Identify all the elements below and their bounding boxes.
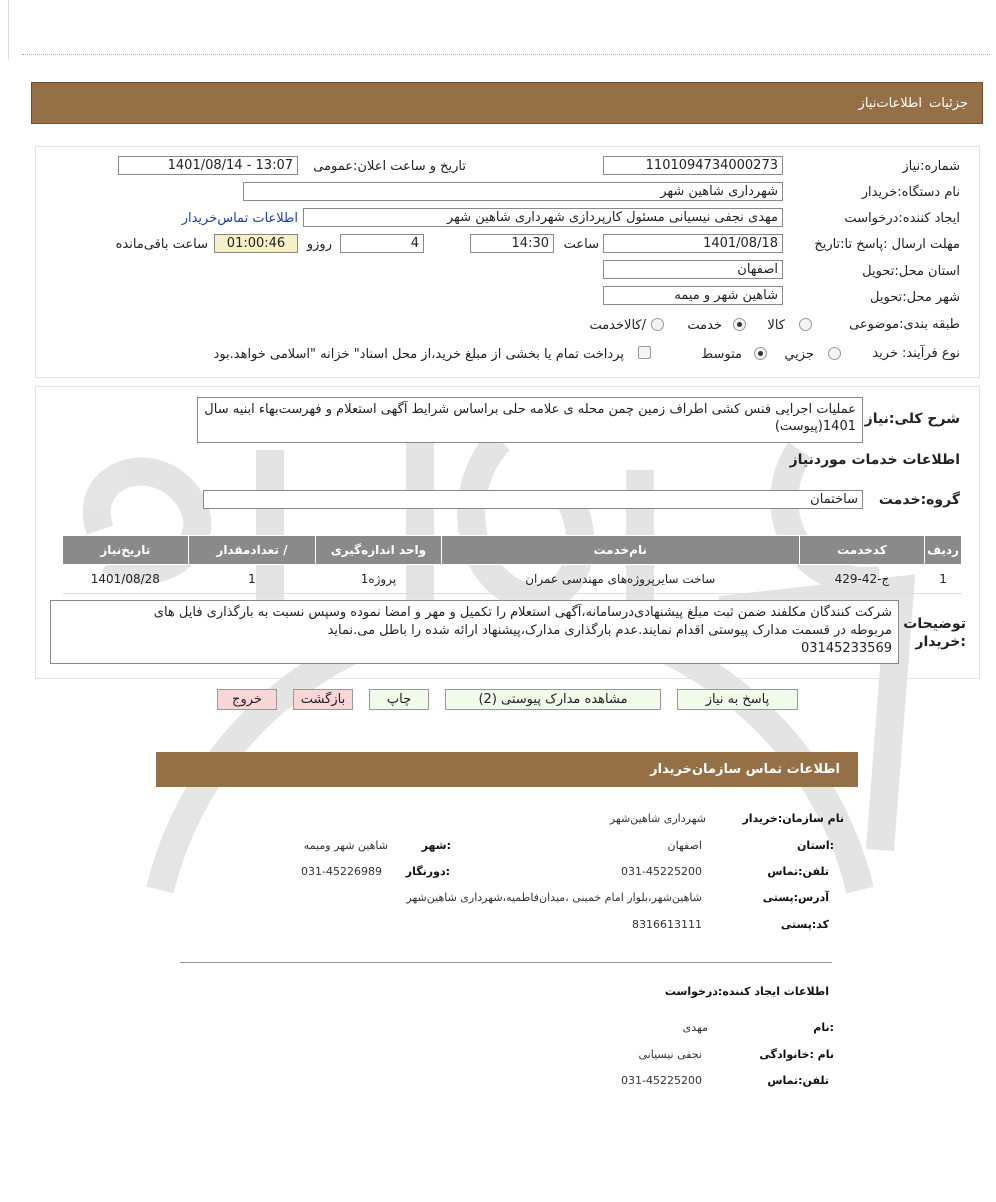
category-service-label: خدمت (687, 318, 722, 333)
breadcrumb-details[interactable]: جزئیات (929, 96, 968, 111)
category-goods-radio[interactable] (799, 318, 812, 331)
reply-button[interactable]: پاسخ به نیاز (677, 689, 798, 710)
contact-postal-label: کد:پستی (780, 918, 829, 931)
city-label: شهر محل:تحویل (870, 290, 960, 305)
buyer-contact-header (156, 752, 858, 787)
col-quantity: / تعدادمقدار (188, 536, 315, 565)
contact-phone-value: 031-45225200 (621, 865, 702, 878)
category-goods-label: کالا (767, 318, 785, 333)
col-need-date: تاریخ‌نیاز (63, 536, 189, 565)
cell-unit: پروژه1 (316, 565, 442, 594)
creator-family-label: نام :خانوادگی (759, 1048, 834, 1061)
col-service-name: نام‌خدمت (441, 536, 799, 565)
process-label: نوع فرآیند: (902, 346, 960, 361)
cell-need-date: 1401/08/28 (63, 565, 189, 594)
announce-label: تاریخ و ساعت اعلان:عمومی (313, 159, 466, 174)
process-medium-radio[interactable] (754, 347, 767, 360)
category-label: طبقه بندی:موضوعی (849, 317, 960, 332)
dotted-divider (22, 54, 990, 55)
process-minor-label: جزيي (784, 347, 814, 362)
contact-address-label: آدرس:پستی (762, 891, 829, 904)
creator-name-label: :نام (813, 1021, 834, 1034)
summary-label: شرح کلی:نیاز (864, 411, 960, 427)
announce-field: 1401/08/14 - 13:07 (118, 156, 298, 175)
deadline-date-field: 1401/08/18 (603, 234, 783, 253)
buyer-contact-link[interactable]: اطلاعات تماس‌خریدار (181, 211, 298, 226)
creator-phone-label: تلفن:تماس (767, 1074, 829, 1087)
org-label: نام سازمان:خریدار (742, 812, 844, 825)
buyer-contact-title: اطلاعات تماس سازمان‌خریدار (650, 762, 840, 777)
process-buy-label: خرید (872, 346, 898, 361)
attachments-button[interactable]: مشاهده مدارک پیوستی (2) (445, 689, 661, 710)
process-minor-radio[interactable] (828, 347, 841, 360)
contact-city-value: شاهین شهر ومیمه (303, 839, 388, 852)
service-group-field: ساختمان (203, 490, 863, 509)
cell-row: 1 (925, 565, 962, 594)
remaining-label: ساعت باقی‌مانده (115, 237, 208, 252)
creator-family-value: نجفی نیسیانی (638, 1048, 702, 1061)
contact-postal-value: 8316613111 (632, 918, 702, 931)
buyer-notes-label-1: توضیحات (903, 616, 966, 632)
back-button[interactable]: بازگشت (293, 689, 353, 710)
buyer-org-label: نام دستگاه:خریدار (861, 185, 960, 200)
breadcrumb-need-info[interactable]: اطلاعات‌نیاز (858, 96, 922, 111)
deadline-time-field: 14:30 (470, 234, 554, 253)
contact-phone-label: تلفن:تماس (767, 865, 829, 878)
service-group-label: گروه:خدمت (878, 492, 960, 508)
cell-quantity: 1 (188, 565, 315, 594)
creator-field: مهدی نجفی نیسیانی مسئول کارپردازی شهرداری شاهین شهر (303, 208, 783, 227)
creator-phone-value: 031-45225200 (621, 1074, 702, 1087)
days-field: 4 (340, 234, 424, 253)
creator-label: ایجاد کننده:درخواست (844, 211, 960, 226)
breadcrumb-bar (31, 82, 983, 124)
summary-box: عملیات اجرایی فنس کشی اطراف زمین چمن محله ی علامه حلی براساس شرایط آگهی استعلام و فهرست‌بهاء ابنیه سال 1401(پیوست) (197, 397, 863, 443)
col-service-code: کدخدمت (799, 536, 924, 565)
process-medium-label: متوسط (701, 347, 742, 362)
services-title: اطلاعات خدمات موردنیاز (789, 452, 960, 468)
buyer-notes-line-3: 03145233569 (801, 641, 892, 656)
cell-service-code: ج-42-429 (799, 565, 924, 594)
deadline-label: مهلت ارسال :پاسخ تا:تاریخ (814, 237, 960, 252)
contact-city-label: :شهر (421, 839, 451, 852)
contact-province-value: اصفهان (667, 839, 702, 852)
print-button[interactable]: چاپ (369, 689, 429, 710)
province-field: اصفهان (603, 260, 783, 279)
deadline-time-label: ساعت (563, 237, 599, 252)
org-value: شهرداری شاهین‌شهر (609, 812, 706, 825)
col-row: ردیف (925, 536, 962, 565)
contact-fax-label: :دورنگار (405, 865, 450, 878)
province-label: استان محل:تحویل (862, 264, 960, 279)
buyer-notes-label-2: :خریدار (915, 634, 966, 650)
category-service-radio[interactable] (733, 318, 746, 331)
buyer-notes-box (50, 600, 899, 664)
treasury-payment-checkbox[interactable] (638, 346, 651, 359)
contact-address-value: شاهین‌شهر،بلوار امام خمینی ،میدان‌فاطمیه،شهرداری شاهین‌شهر (406, 891, 702, 904)
need-info-panel (35, 146, 980, 378)
creator-info-title: اطلاعات ایجاد کننده:درخواست (664, 985, 829, 998)
contact-fax-value: 031-45226989 (301, 865, 382, 878)
buyer-notes-line-2: مربوطه در قسمت مدارک پیوستی اقدام نمایند.عدم بارگذاری مدارک،پیشنهاد ارائه شده را باطل می.نماید (327, 623, 892, 638)
remaining-time-field: 01:00:46 (214, 234, 298, 253)
services-table (62, 535, 962, 594)
section-divider (180, 962, 832, 963)
table-row (63, 565, 962, 594)
exit-button[interactable]: خروج (217, 689, 277, 710)
category-both-label: /کالاخدمت (589, 318, 646, 333)
creator-name-value: مهدی (682, 1021, 708, 1034)
need-number-field: 1101094734000273 (603, 156, 783, 175)
contact-province-label: :استان (797, 839, 834, 852)
days-label: روزو (306, 237, 332, 252)
need-number-label: شماره:نیاز (902, 159, 960, 174)
left-rule (8, 0, 9, 60)
services-table-header (63, 536, 962, 565)
city-field: شاهین شهر و میمه (603, 286, 783, 305)
treasury-payment-note: پرداخت تمام یا بخشی از مبلغ خرید،از محل اسناد" خزانه "اسلامی خواهد.بود (213, 347, 624, 362)
category-both-radio[interactable] (651, 318, 664, 331)
col-unit: واحد اندازه‌گیری (316, 536, 442, 565)
cell-service-name: ساخت سایرپروژه‌های مهندسی عمران (441, 565, 799, 594)
buyer-org-field: شهرداری شاهین شهر (243, 182, 783, 201)
buyer-notes-line-1: شرکت کنندگان مکلفند ضمن ثبت مبلغ پیشنهادی‌درسامانه،آگهی استعلام را تکمیل و مهر و امضا نموده وسپس نسبت به بارگذاری فایل های (153, 605, 892, 620)
